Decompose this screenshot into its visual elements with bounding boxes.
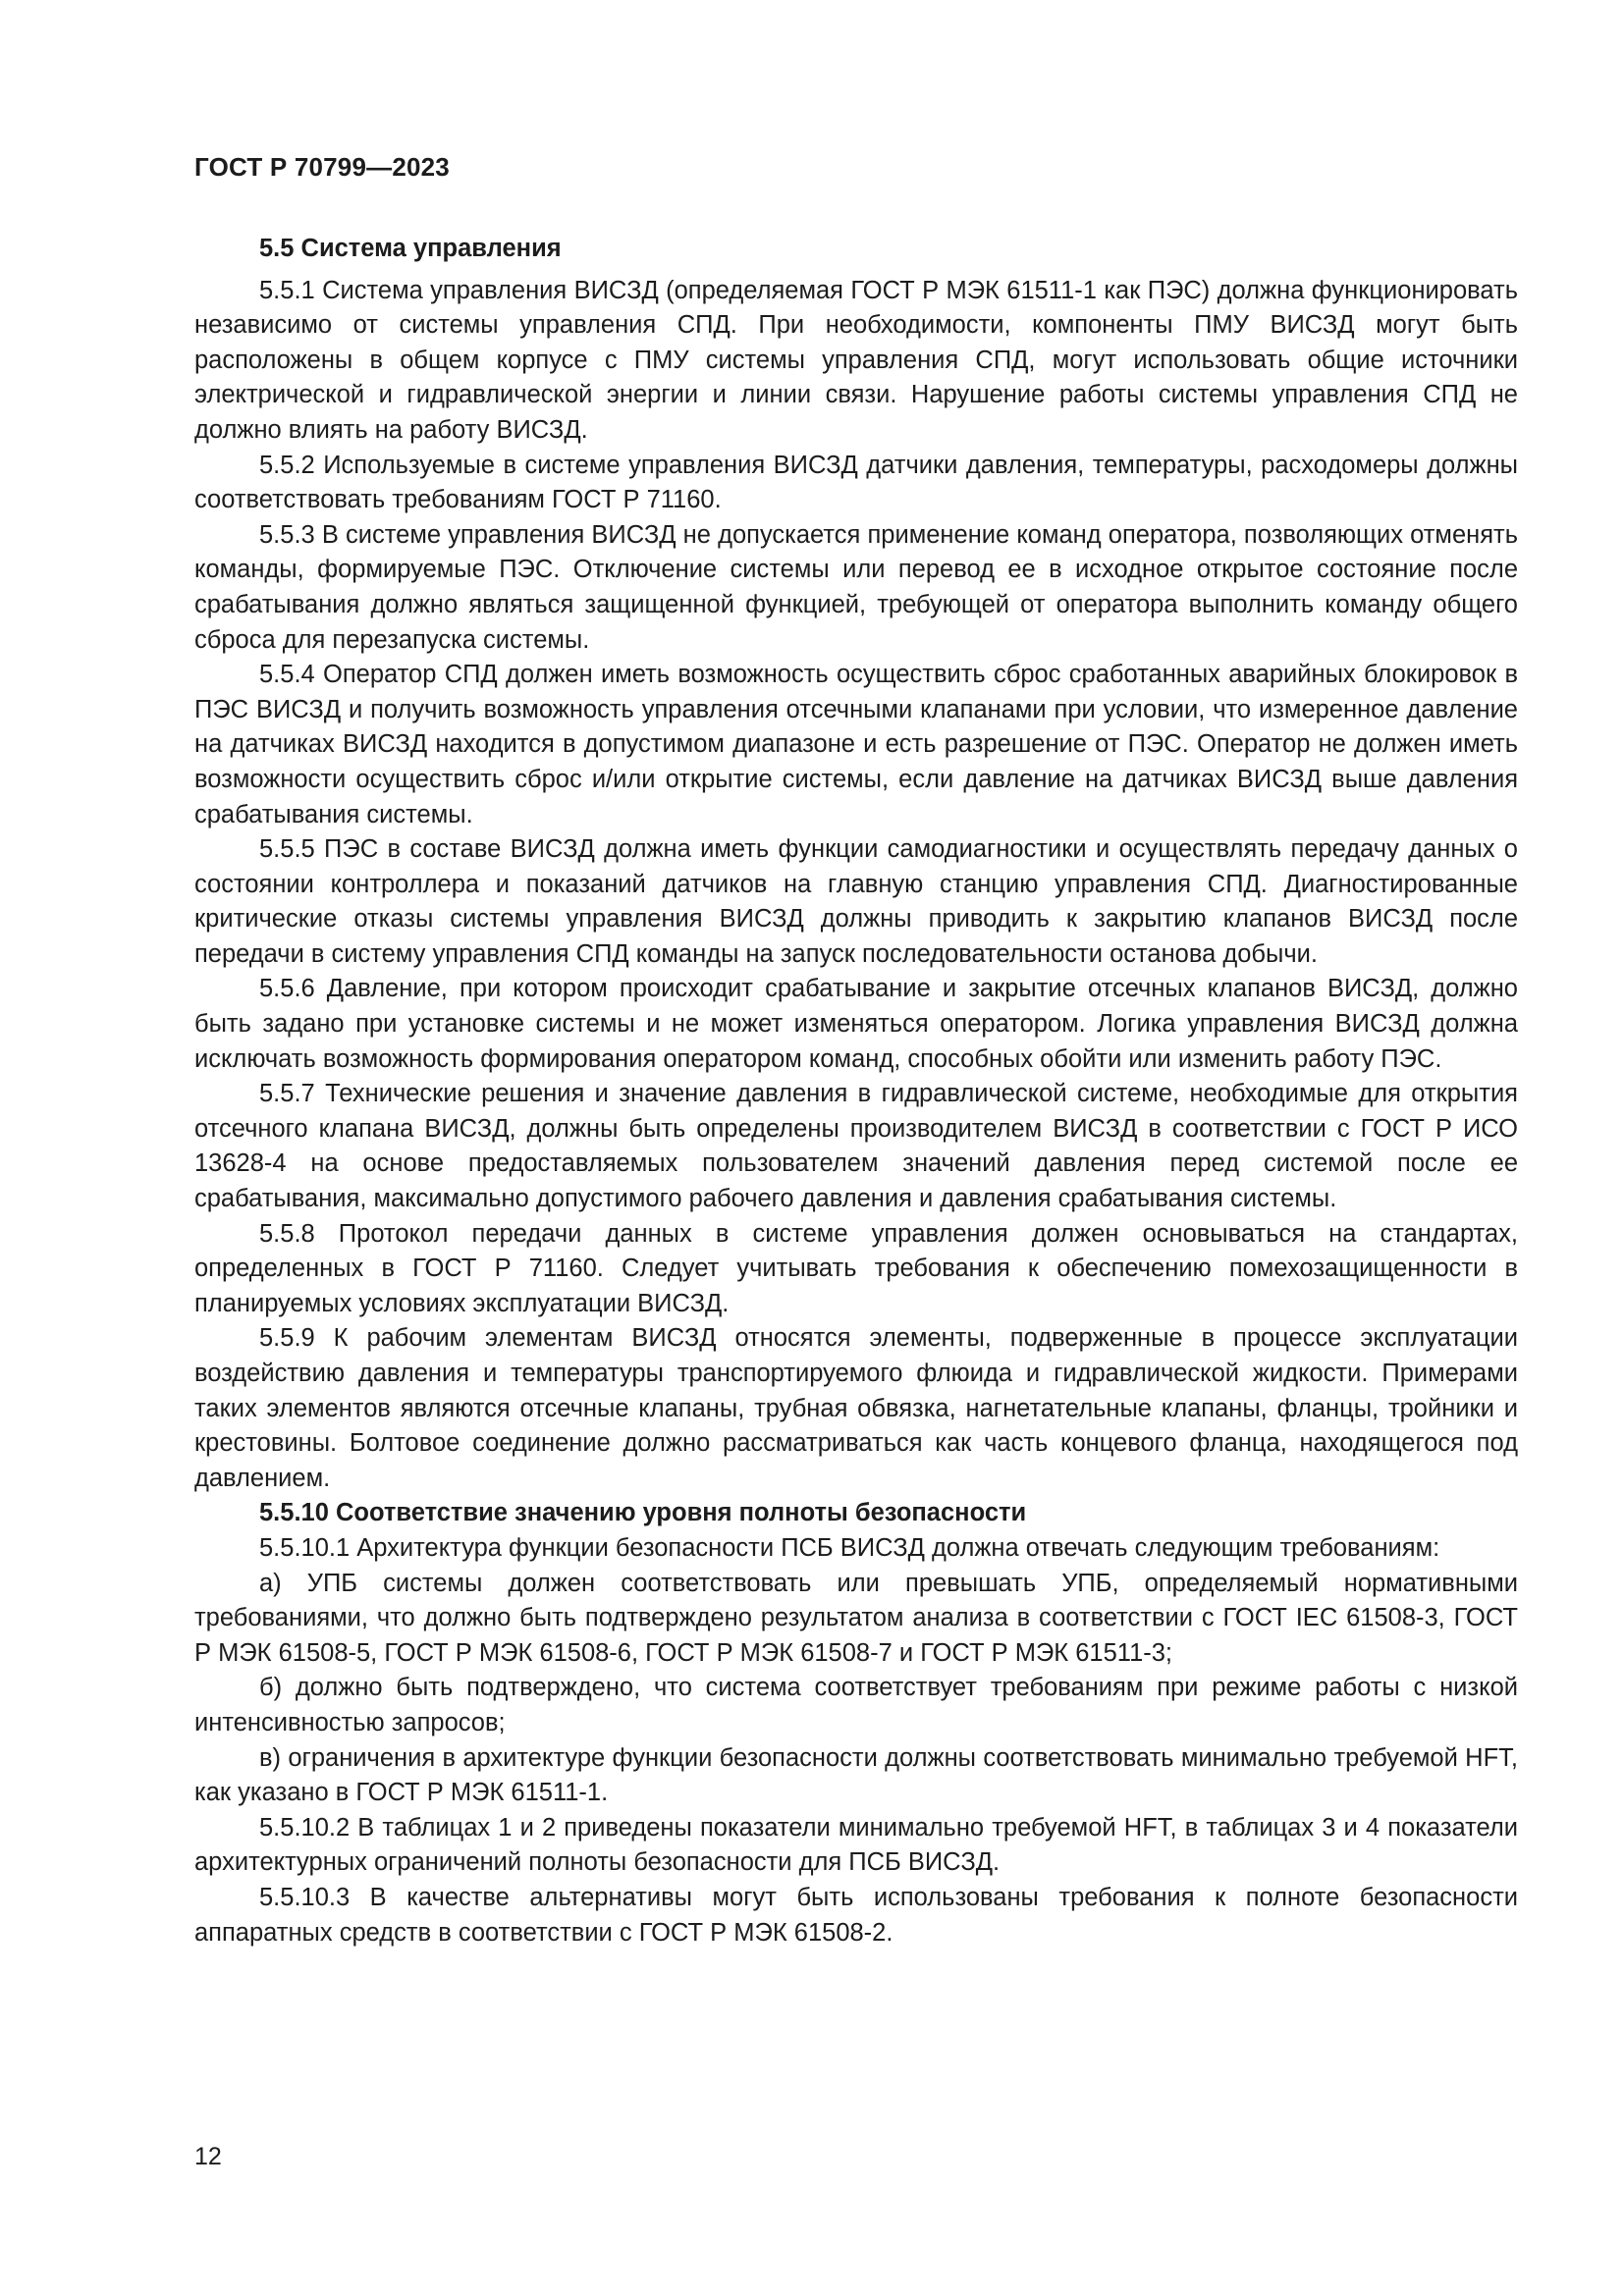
page-number: 12 <box>194 2143 222 2170</box>
paragraph-5-5-4: 5.5.4 Оператор СПД должен иметь возможность осуществить сброс сработанных аварийных блокировок в ПЭС ВИСЗД и получить возможность управления отсечными клапанами при условии, что измеренное давление на датчиках ВИСЗД находится в допустимом диапазоне и есть разрешение от ПЭС. Оператор не должен иметь возможности осуществить сброс и/или открытие системы, если давление на датчиках ВИСЗД выше давления срабатывания системы. <box>194 661 1518 828</box>
paragraph-5-5-8: 5.5.8 Протокол передачи данных в системе управления должен основываться на стандартах, определенных в ГОСТ Р 71160. Следует учитывать требования к обеспечению помехозащищенности в планируемых условиях эксплуатации ВИСЗД. <box>194 1219 1518 1317</box>
section-title: 5.5 Система управления <box>259 235 562 262</box>
document-body <box>194 232 1518 1950</box>
list-item-b: б) должно быть подтверждено, что система соответствует требованиям при режиме работы с низкой интенсивностью запросов; <box>194 1674 1518 1736</box>
list-item-a: а) УПБ системы должен соответствовать или превышать УПБ, определяемый нормативными требованиями, что должно быть подтверждено результатом анализа в соответствии с ГОСТ IEC 61508-3, ГОСТ Р МЭК 61508-5, ГОСТ Р МЭК 61508-6, ГОСТ Р МЭК 61508-7 и ГОСТ Р МЭК 61511-3; <box>194 1569 1518 1667</box>
document-header: ГОСТ Р 70799—2023 <box>194 152 450 182</box>
paragraph-5-5-9: 5.5.9 К рабочим элементам ВИСЗД относятся элементы, подверженные в процессе эксплуатации воздействию давления и температуры транспортируемого флюида и гидравлической жидкости. Примерами таких элементов являются отсечные клапаны, трубная обвязка, нагнетательные клапаны, фланцы, тройники и крестовины. Болтовое соединение должно рассматриваться как часть концевого фланца, находящегося под давлением. <box>194 1324 1518 1492</box>
paragraph-5-5-5: 5.5.5 ПЭС в составе ВИСЗД должна иметь функции самодиагностики и осуществлять передачу данных о состоянии контроллера и показаний датчиков на главную станцию управления СПД. Диагностированные критические отказы системы управления ВИСЗД должны приводить к закрытию клапанов ВИСЗД после передачи в систему управления СПД команды на запуск последовательности останова добычи. <box>194 835 1518 968</box>
paragraph-5-5-3: 5.5.3 В системе управления ВИСЗД не допускается применение команд оператора, позволяющих отменять команды, формируемые ПЭС. Отключение системы или перевод ее в исходное открытое состояние после срабатывания должно являться защищенной функцией, требующей от оператора выполнить команду общего сброса для перезапуска системы. <box>194 520 1518 654</box>
paragraph-5-5-1: 5.5.1 Система управления ВИСЗД (определяемая ГОСТ Р МЭК 61511-1 как ПЭС) должна функционировать независимо от системы управления СПД. При необходимости, компоненты ПМУ ВИСЗД могут быть расположены в общем корпусе с ПМУ системы управления СПД, могут использовать общие источники электрической и гидравлической энергии и линии связи. Нарушение работы системы управления СПД не должно влиять на работу ВИСЗД. <box>194 276 1518 444</box>
paragraph-5-5-10-1: 5.5.10.1 Архитектура функции безопасности ПСБ ВИСЗД должна отвечать следующим требованиям: <box>259 1533 1440 1562</box>
paragraph-5-5-6: 5.5.6 Давление, при котором происходит срабатывание и закрытие отсечных клапанов ВИСЗД, должно быть задано при установке системы и не может изменяться оператором. Логика управления ВИСЗД должна исключать возможность формирования оператором команд, способных обойти или изменить работу ПЭС. <box>194 975 1518 1073</box>
paragraph-5-5-2: 5.5.2 Используемые в системе управления ВИСЗД датчики давления, температуры, расходомеры должны соответствовать требованиям ГОСТ Р 71160. <box>194 451 1518 514</box>
paragraph-5-5-7: 5.5.7 Технические решения и значение давления в гидравлической системе, необходимые для открытия отсечного клапана ВИСЗД, должны быть определены производителем ВИСЗД в соответствии с ГОСТ Р ИСО 13628-4 на основе предоставляемых пользователем значений давления перед системой после ее срабатывания, максимально допустимого рабочего давления и давления срабатывания системы. <box>194 1080 1518 1213</box>
paragraph-5-5-10-2: 5.5.10.2 В таблицах 1 и 2 приведены показатели минимально требуемой HFT, в таблицах 3 и 4 показатели архитектурных ограничений полноты безопасности для ПСБ ВИСЗД. <box>194 1813 1518 1877</box>
subsection-title: 5.5.10 Соответствие значению уровня полноты безопасности <box>259 1499 1027 1527</box>
paragraph-5-5-10-3: 5.5.10.3 В качестве альтернативы могут быть использованы требования к полноте безопасности аппаратных средств в соответствии с ГОСТ Р МЭК 61508-2. <box>194 1883 1518 1947</box>
list-item-c: в) ограничения в архитектуре функции безопасности должны соответствовать минимально требуемой HFT, как указано в ГОСТ Р МЭК 61511-1. <box>194 1743 1518 1807</box>
